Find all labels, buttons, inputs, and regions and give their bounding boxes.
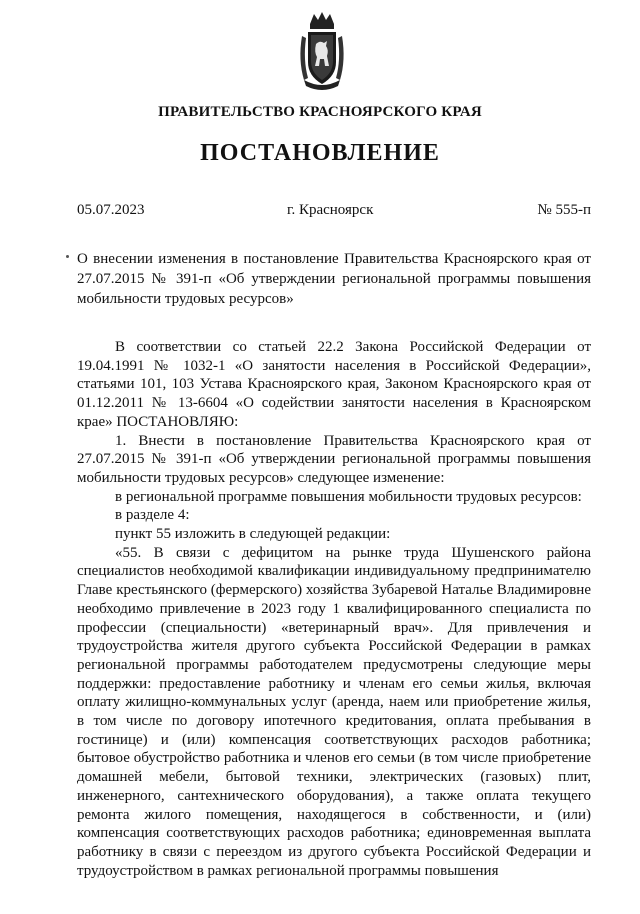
document-city: г. Красноярск	[287, 202, 374, 218]
document-body	[77, 338, 591, 880]
document-meta-row	[77, 202, 591, 219]
document-date: 05.07.2023	[77, 202, 145, 218]
paragraph: «55. В связи с дефицитом на рынке труда Шушенского района специалистов необходимой квалификации индивидуальному предпринимателю Главе крестьянского (фермерского) хозяйства Зубаревой Наталье Владимировне необходимо привлечение в 2023 году 1 квалифицированного специалиста по профессии (специальности) «ветеринарный врач». Для привлечения и трудоустройства жителя другого субъекта Российской Федерации в рамках региональной программы работодателем предусмотрены следующие меры поддержки: предоставление работнику и членам его семьи жилья, включая оплату жилищно-коммунальных услуг (аренда, наем или приобретение жилья, в том числе по договору ипотечного кредитования, оплата пребывания в гостинице) и (или) компенсация соответствующих расходов работника; бытовое обустройство работника и членов его семьи (в том числе приобретение домашней мебели, бытовой техники, электрических (газовых) плит, инженерного, сантехнического оборудования), а также оплата текущего ремонта жилого помещения, находящегося в собственности, и (или) компенсация соответствующих расходов работника; единовременная выплата работнику в связи с переездом из другого субъекта Российской Федерации и трудоустройством в рамках региональной программы повышения	[77, 544, 591, 879]
paragraph: в разделе 4:	[115, 507, 190, 524]
paragraph: пункт 55 изложить в следующей редакции:	[115, 526, 391, 543]
government-title: ПРАВИТЕЛЬСТВО КРАСНОЯРСКОГО КРАЯ	[158, 104, 482, 120]
scan-speck	[66, 255, 69, 258]
paragraph: В соответствии со статьей 22.2 Закона Российской Федерации от 19.04.1991 № 1032-1 «О занятости населения в Российской Федерации», статьями 101, 103 Устава Красноярского края, Законом Красноярского края от 01.12.2011 № 13-6604 «О содействии занятости населения в Красноярском крае» ПОСТАНОВЛЯЮ:	[77, 339, 591, 430]
document-subject: О внесении изменения в постановление Правительства Красноярского края от 27.07.2015 № 391-п «Об утверждении региональной программы повышения мобильности трудовых ресурсов»	[77, 251, 591, 307]
krasnoyarsk-coat-of-arms-icon	[296, 10, 348, 92]
document-number: № 555-п	[537, 202, 591, 218]
paragraph: 1. Внести в постановление Правительства Красноярского края от 27.07.2015 № 391-п «Об утверждении региональной программы повышения мобильности трудовых ресурсов» следующее изменение:	[77, 432, 591, 486]
document-type: ПОСТАНОВЛЕНИЕ	[200, 140, 440, 166]
paragraph: в региональной программе повышения мобильности трудовых ресурсов:	[115, 488, 582, 505]
